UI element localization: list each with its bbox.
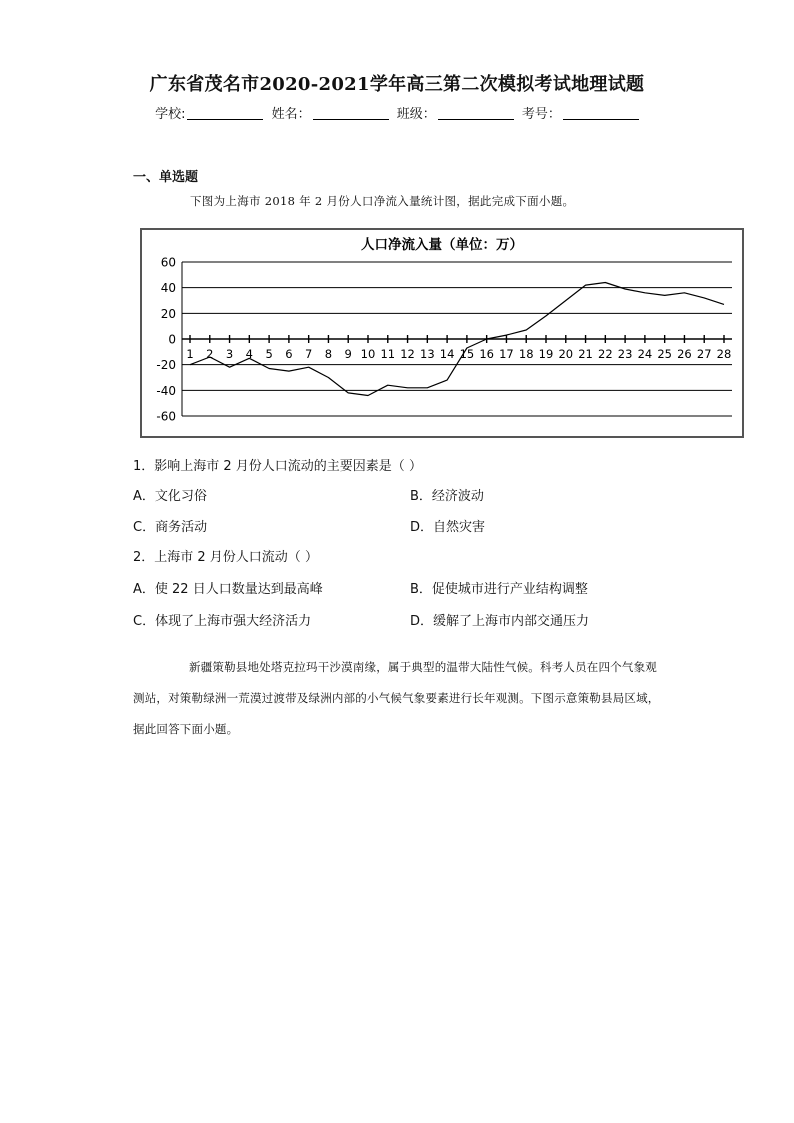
question-1-stem: 1．影响上海市 2 月份人口流动的主要因素是（ ）	[133, 459, 422, 474]
x-tick-label: 1	[186, 347, 194, 361]
x-tick-label: 26	[677, 347, 692, 361]
y-tick-label: 40	[160, 281, 176, 296]
gridlines	[182, 262, 732, 416]
name-blank	[313, 107, 389, 120]
question-1-option-b[interactable]: B．经济波动	[410, 489, 484, 504]
x-tick-label: 23	[617, 347, 633, 361]
passage-text: 新疆策勒县地处塔克拉玛干沙漠南缘，属于典型的温带大陆性气候。科考人员在四个气象观测站，对策勒绿洲一荒漠过渡带及绿洲内部的小气候气象要素进行长年观测。下图示意策勒县局区域，据此回答下面小题。	[133, 660, 660, 736]
question-2-option-c[interactable]: C．体现了上海市强大经济活力	[133, 614, 312, 629]
x-tick-label: 27	[696, 347, 712, 361]
x-tick-label: 4	[245, 347, 253, 361]
x-tick-label: 7	[305, 347, 313, 361]
x-tick-label: 20	[558, 347, 574, 361]
x-tick-label: 3	[225, 347, 234, 361]
question-2-stem: 2．上海市 2 月份人口流动（ ）	[133, 550, 318, 565]
school-label: 学校:	[155, 107, 186, 122]
x-tick-label: 14	[439, 347, 455, 361]
population-chart	[140, 228, 744, 438]
x-tick-label: 11	[380, 347, 396, 361]
x-tick-label: 9	[344, 347, 352, 361]
x-tick-label: 12	[400, 347, 415, 361]
x-tick-label: 17	[499, 347, 514, 361]
x-tick-label: 21	[578, 347, 593, 361]
school-blank	[187, 107, 263, 120]
question-intro: 下图为上海市 2018 年 2 月份人口净流入量统计图，据此完成下面小题。	[190, 194, 575, 208]
student-info-line	[0, 103, 794, 122]
y-tick-label: -20	[156, 358, 176, 373]
x-tick-label: 13	[420, 347, 435, 361]
x-tick-label: 10	[360, 347, 376, 361]
y-tick-label: 60	[160, 255, 176, 270]
question-1-option-a[interactable]: A．文化习俗	[133, 489, 207, 504]
page-title: 广东省茂名市2020-2021学年高三第二次模拟考试地理试题	[149, 74, 645, 95]
question-1-option-d[interactable]: D．自然灾害	[410, 520, 486, 535]
x-tick-label: 22	[598, 347, 613, 361]
chart-svg	[142, 230, 742, 436]
question-2-option-d[interactable]: D．缓解了上海市内部交通压力	[410, 614, 590, 629]
x-tick-label: 5	[265, 347, 273, 361]
x-tick-label: 6	[285, 347, 293, 361]
x-tick-label: 19	[538, 347, 554, 361]
question-2-option-a[interactable]: A．使 22 日人口数量达到最高峰	[133, 582, 323, 597]
y-tick-label: -60	[156, 409, 176, 424]
question-2-option-b[interactable]: B．促使城市进行产业结构调整	[410, 582, 588, 597]
x-tick-label: 8	[324, 347, 333, 361]
section-heading: 一、单选题	[133, 170, 199, 185]
class-blank	[438, 107, 514, 120]
class-label: 班级：	[396, 107, 436, 122]
x-tick-label: 25	[657, 347, 672, 361]
question-1-option-c[interactable]: C．商务活动	[133, 520, 208, 535]
x-tick-label: 16	[479, 347, 494, 361]
name-label: 姓名：	[271, 107, 311, 122]
number-label: 考号：	[521, 107, 561, 122]
chart-title: 人口净流入量（单位：万）	[361, 237, 523, 253]
reading-passage	[133, 652, 663, 745]
x-tick-label: 15	[459, 347, 475, 361]
y-axis-tick-labels	[156, 256, 176, 424]
x-tick-label: 2	[206, 347, 214, 361]
y-tick-label: -40	[156, 383, 176, 398]
x-tick-label: 28	[716, 347, 732, 361]
y-tick-label: 20	[160, 306, 176, 321]
x-tick-label: 18	[518, 347, 534, 361]
x-tick-label: 24	[637, 347, 653, 361]
number-blank	[563, 107, 639, 120]
y-tick-label: 0	[168, 332, 176, 347]
